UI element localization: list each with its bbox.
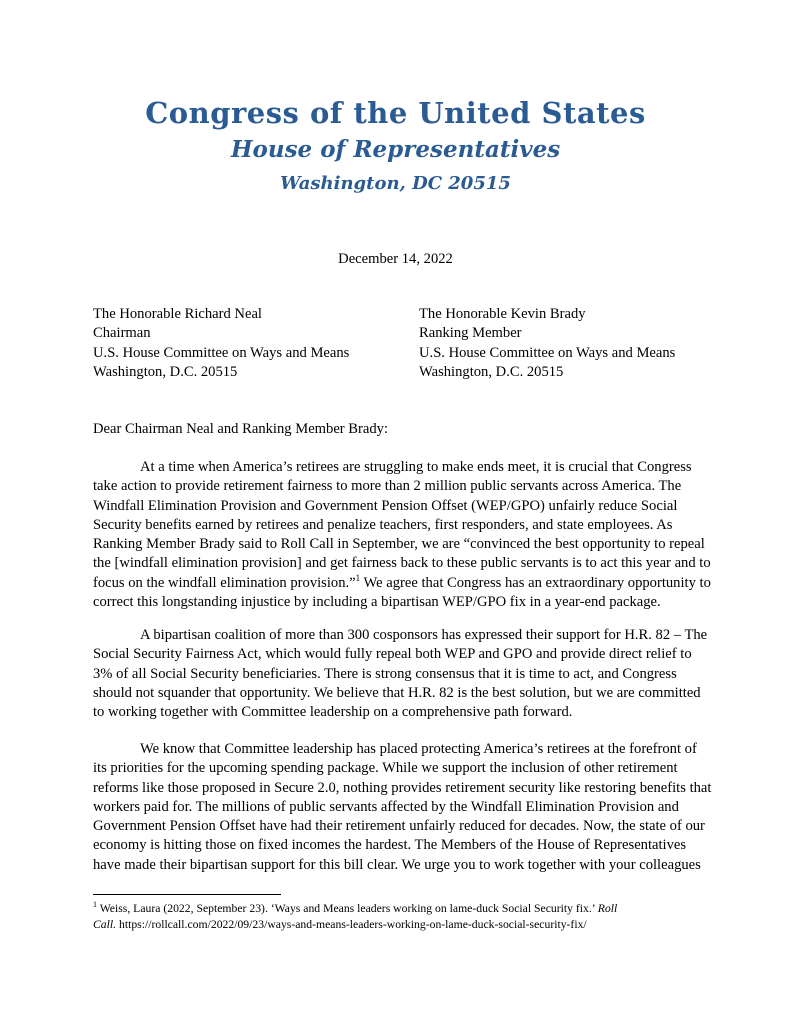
letterhead-house: House of Representatives	[230, 136, 561, 163]
paragraph-line: the [windfall elimination provision] and get fairness back to these public servants is to act this year and to	[93, 555, 711, 572]
paragraph-line: Government Pension Offset have had their retirement unfairly reduced for decades. Now, the state of our	[93, 818, 705, 835]
paragraph-line: should not squander that opportunity. We believe that H.R. 82 is the best solution, but we are committed	[93, 684, 701, 701]
paragraph-3	[93, 740, 712, 875]
paragraph-line: have made their bipartisan support for this bill clear. We urge you to work together with your colleagues	[93, 856, 701, 873]
letterhead-congress: Congress of the United States	[145, 96, 646, 130]
footnote-publication: Call.	[93, 917, 117, 931]
paragraph-line: 3% of all Social Security beneficiaries. There is strong consensus that it is time to act, and Congress	[93, 665, 677, 682]
recipient-block-brady	[419, 305, 675, 382]
letterhead-address: Washington, DC 20515	[280, 173, 511, 194]
recipient-committee: U.S. House Committee on Ways and Means	[93, 344, 350, 361]
recipient-title: Ranking Member	[419, 325, 522, 342]
paragraph-line: economy is hitting those on fixed incomes the hardest. The Members of the House of Representatives	[93, 837, 687, 854]
salutation: Dear Chairman Neal and Ranking Member Brady:	[93, 421, 389, 437]
footnote-reference[interactable]: 1	[355, 572, 361, 583]
paragraph-text: focus on the windfall elimination provision.”	[93, 574, 356, 591]
paragraph-line: Security benefits earned by retirees and penalize teachers, first responders, and state employees. As	[93, 516, 673, 533]
footnote-publication: Roll	[597, 902, 618, 915]
letter-date: December 14, 2022	[338, 251, 453, 267]
paragraph-line: We know that Committee leadership has placed protecting America’s retirees at the forefront of	[140, 741, 697, 757]
footnote-line	[93, 901, 713, 917]
paragraph-line: Windfall Elimination Provision and Government Pension Offset (WEP/GPO) unfairly reduce Social	[93, 497, 678, 514]
paragraph-line: its priorities for the upcoming spending package. While we support the inclusion of other retirement	[93, 760, 678, 777]
paragraph-1	[93, 458, 711, 612]
footnote-url[interactable]: https://rollcall.com/2022/09/23/ways-and-means-leaders-working-on-lame-duck-social-security-fix/	[116, 917, 587, 931]
paragraph-line: At a time when America’s retirees are struggling to make ends meet, it is crucial that Congress	[140, 459, 692, 475]
paragraph-line: correct this longstanding injustice by including a bipartisan WEP/GPO fix in a year-end package.	[93, 594, 661, 611]
footnote-number: 1	[93, 900, 97, 910]
footnote	[93, 901, 713, 932]
paragraph-line: take action to provide retirement fairness to more than 2 million public servants across America. The	[93, 478, 682, 495]
paragraph-2	[93, 626, 708, 722]
paragraph-line: to working together with Committee leadership on a comprehensive path forward.	[93, 704, 573, 721]
recipient-title: Chairman	[93, 325, 151, 342]
footnote-divider	[93, 894, 281, 895]
paragraph-text: We agree that Congress has an extraordinary opportunity to	[360, 574, 711, 591]
recipient-city: Washington, D.C. 20515	[419, 363, 564, 380]
recipient-block-neal	[93, 305, 349, 382]
paragraph-line: A bipartisan coalition of more than 300 cosponsors has expressed their support for H.R. 82 – The	[140, 627, 708, 643]
paragraph-line: Ranking Member Brady said to Roll Call in September, we are “convinced the best opportunity to repeal	[93, 536, 705, 553]
footnote-text: Weiss, Laura (2022, September 23). ‘Ways and Means leaders working on lame-duck Social Security fix.’	[97, 902, 598, 915]
paragraph-line: Social Security Fairness Act, which would fully repeal both WEP and GPO and provide direct relief to	[93, 646, 692, 663]
recipient-name: The Honorable Kevin Brady	[419, 306, 586, 322]
recipient-city: Washington, D.C. 20515	[93, 363, 238, 380]
recipient-name: The Honorable Richard Neal	[93, 306, 262, 322]
paragraph-line: reforms like those proposed in Secure 2.0, nothing provides retirement security like restoring benefits that	[93, 779, 712, 796]
recipient-committee: U.S. House Committee on Ways and Means	[419, 344, 676, 361]
paragraph-line	[93, 572, 711, 593]
paragraph-line: workers paid for. The millions of public servants affected by the Windfall Elimination Provision and	[93, 798, 679, 815]
footnote-line	[93, 917, 713, 933]
